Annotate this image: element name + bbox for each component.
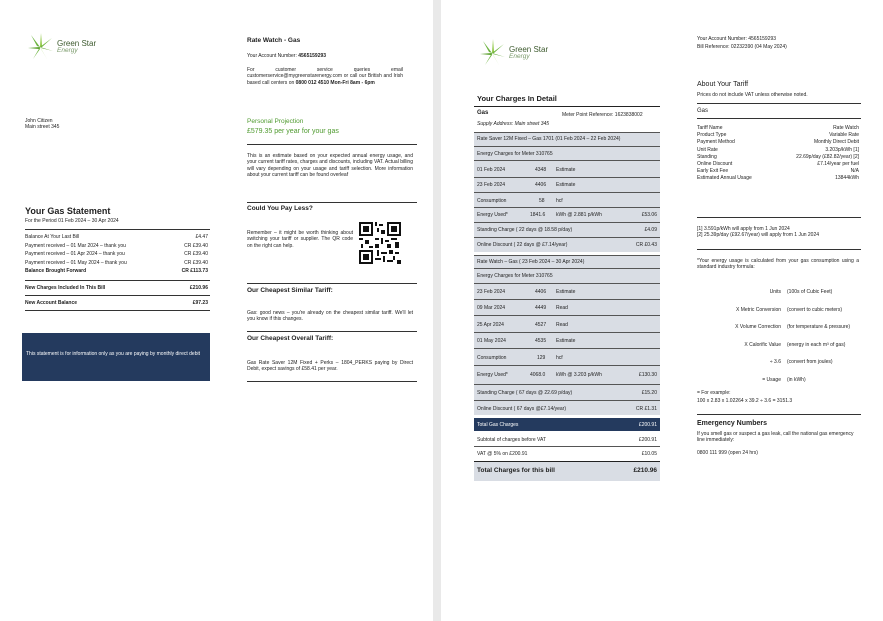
- statement-lines: [25, 234, 208, 277]
- starburst-logo-icon: [25, 32, 55, 62]
- line-label: Payment received – 01 Apr 2024 – thank you: [25, 251, 125, 257]
- tariff-row-label: Tariff Name: [697, 125, 723, 131]
- direct-debit-notice: [22, 333, 210, 381]
- total-gas-amount: £200.91: [638, 422, 657, 428]
- cheapest-overall-title: Our Cheapest Overall Tariff:: [247, 335, 334, 342]
- statement-line: [25, 260, 208, 269]
- tariff-row-value: N/A: [850, 168, 859, 175]
- divider: [474, 446, 660, 447]
- tariff1-name: Rate Saver 12M Fixed – Gas 1701 (01 Feb 2024 – 22 Feb 2024): [477, 136, 621, 142]
- standing-charge-label: Standing Charge ( 22 days @ 18.58 p/day): [477, 227, 573, 233]
- standing-charge-amount: £15.20: [641, 390, 657, 396]
- formula-term: Units: [769, 289, 781, 295]
- formula-row: [697, 342, 859, 360]
- line-label: Payment received – 01 May 2024 – thank you: [25, 259, 127, 266]
- tariff-row: [697, 154, 859, 161]
- divider: [247, 202, 417, 203]
- consumption-value: 58: [539, 198, 545, 204]
- tariff-row: [697, 139, 859, 146]
- tariff-row-label: Unit Rate: [697, 146, 718, 153]
- formula-term: ÷ 3.6: [769, 359, 781, 365]
- divider: [247, 381, 417, 382]
- reading-value: 4406: [535, 182, 547, 188]
- tariff-row-label: Online Discount: [697, 160, 733, 167]
- reading-value: 4535: [535, 338, 547, 344]
- tariff2-meter-header: Energy Charges for Meter 310765: [477, 273, 553, 279]
- standing-charge-label: Standing Charge ( 67 days @ 22.69 p/day): [477, 390, 573, 396]
- formula-desc: (for temperature & pressure): [787, 324, 851, 330]
- divider: [25, 310, 210, 311]
- energy-used-label: Energy Used*: [477, 212, 508, 218]
- new-charges-label: New Charges Included In This Bill: [25, 285, 106, 291]
- brand-name-line2: Energy: [57, 46, 78, 54]
- divider: [697, 249, 861, 250]
- online-discount-amount: CR £1.31: [635, 406, 657, 412]
- reading-date: 01 May 2024: [477, 338, 506, 344]
- line-value: CR £39.40: [184, 251, 208, 257]
- reading-value: 4406: [535, 289, 547, 295]
- statement-page-1: [0, 0, 433, 621]
- consumption-unit: hcf: [556, 198, 563, 204]
- gas-label: Gas: [477, 110, 489, 116]
- example-calculation: 100 x 2.83 x 1.02264 x 39.2 ÷ 3.6 = 3151.3: [697, 398, 793, 404]
- reading-value: 4449: [535, 305, 547, 311]
- divider: [474, 332, 660, 333]
- tariff-row-value: Variable Rate: [829, 132, 859, 139]
- consumption-label: Consumption: [477, 355, 507, 361]
- total-bill-label: Total Charges for this bill: [477, 467, 555, 474]
- reading-value: 4527: [535, 322, 547, 328]
- tariff-row: [697, 161, 859, 168]
- charges-title: Your Charges In Detail: [477, 94, 557, 103]
- tariff-details: [697, 125, 859, 183]
- reading-type: Read: [556, 305, 568, 311]
- energy-used-amount: £130.30: [638, 372, 657, 378]
- account-number-label: Your Account Number:: [247, 53, 297, 59]
- brand-name: [57, 40, 96, 55]
- divider: [25, 280, 210, 281]
- formula-intro: *Your energy usage is calculated from your gas consumption using a standard industry formula:: [697, 258, 859, 271]
- consumption-value: 129: [537, 355, 546, 361]
- formula-term: = Usage: [762, 376, 781, 383]
- rate-watch-title: Rate Watch - Gas: [247, 37, 301, 44]
- energy-used-amount: £53.06: [641, 212, 657, 218]
- divider: [474, 315, 660, 316]
- divider: [474, 222, 660, 223]
- tariff-row: [697, 132, 859, 139]
- formula-term: X Volume Correction: [735, 324, 781, 330]
- emergency-title: Emergency Numbers: [697, 420, 768, 427]
- tariff-row-label: Payment Method: [697, 139, 735, 146]
- about-tariff-subtitle: Prices do not include VAT unless otherwise noted.: [697, 92, 808, 98]
- statement-line: [25, 243, 208, 252]
- divider: [697, 414, 861, 415]
- total-bill-amount: £210.96: [633, 467, 657, 474]
- projection-amount: £579.35 per year for your gas: [247, 128, 339, 135]
- account-number: 4565159293: [298, 53, 327, 59]
- account-number-line: Your Account Number: 4565159293: [697, 36, 777, 42]
- pay-less-text: Remember – it might be worth thinking about switching your tariff or supplier. The QR code on the right can help.: [247, 230, 353, 249]
- account-number-line: [247, 53, 326, 59]
- customer-name: John Citizen: [25, 118, 53, 124]
- line-value: £4.47: [195, 234, 208, 240]
- formula-desc: (convert from joules): [787, 359, 833, 365]
- statement-period: For the Period 01 Feb 2024 – 30 Apr 2024: [25, 218, 119, 224]
- formula-row: [697, 324, 859, 342]
- divider: [474, 106, 660, 107]
- cheapest-similar-title: Our Cheapest Similar Tariff:: [247, 287, 333, 294]
- energy-used-rate: kWh @ 2.881 p/kWh: [556, 212, 602, 218]
- online-discount-amount: CR £0.43: [635, 242, 657, 248]
- reading-date: 09 Mar 2024: [477, 305, 506, 311]
- standing-charge-amount: £4.09: [644, 227, 657, 233]
- new-charges-value: £210.96: [189, 285, 208, 291]
- formula-term: X Metric Conversion: [735, 306, 781, 313]
- line-value: CR £113.73: [181, 268, 208, 274]
- line-label: Payment received – 01 Mar 2024 – thank you: [25, 242, 126, 249]
- tariff1-meter-header: Energy Charges for Meter 310765: [477, 151, 553, 157]
- contact-hours: Mon-Fri 8am - 6pm: [330, 79, 375, 86]
- price-note-1: [1] 3.591p/kWh will apply from 1 Jun 2024: [697, 226, 790, 232]
- divider: [25, 295, 210, 296]
- divider: [697, 118, 861, 119]
- tariff-row-value: 13844kWh: [835, 175, 859, 182]
- total-gas-label: Total Gas Charges: [477, 422, 519, 428]
- formula-desc: (in kWh): [787, 376, 806, 383]
- tariff-row: [697, 175, 859, 182]
- tariff2-name: Rate Watch – Gas ( 23 Feb 2024 – 30 Apr 2024): [477, 259, 585, 265]
- meter-point-reference: Meter Point Reference: 1623838002: [562, 112, 643, 118]
- about-tariff-title: About Your Tariff: [697, 81, 749, 88]
- tariff-row: [697, 125, 859, 132]
- reading-type: Estimate: [556, 289, 576, 295]
- reading-type: Read: [556, 322, 568, 328]
- energy-used-value: 4068.0: [530, 372, 546, 378]
- customer-address-block: [25, 118, 59, 131]
- tariff-row-value: £7.14/year per fuel: [817, 160, 859, 167]
- divider: [247, 331, 417, 332]
- tariff-row-value: Rate Watch: [833, 125, 859, 131]
- reading-date: 23 Feb 2024: [477, 182, 506, 188]
- new-balance-value: £97.23: [192, 300, 208, 306]
- pay-less-title: Could You Pay Less?: [247, 205, 313, 212]
- new-balance-label: New Account Balance: [25, 300, 78, 306]
- example-label: = For example:: [697, 390, 731, 396]
- notice-text: This statement is for information only as you are paying by monthly direct debit: [26, 351, 200, 357]
- vat-label: VAT @ 5% on £200.91: [477, 451, 528, 457]
- projection-title: Personal Projection: [247, 118, 304, 125]
- divider: [474, 283, 660, 284]
- emergency-text: If you smell gas or suspect a gas leak, call the national gas emergency line immediately:: [697, 431, 854, 444]
- tariff-row-label: Product Type: [697, 132, 727, 139]
- brand-name-line1: Green Star: [509, 44, 549, 54]
- divider: [474, 177, 660, 178]
- reading-date: 01 Feb 2024: [477, 167, 506, 173]
- divider: [474, 384, 660, 385]
- divider: [474, 207, 660, 208]
- divider: [697, 217, 861, 218]
- divider: [474, 237, 660, 238]
- usage-formula: [697, 289, 859, 394]
- formula-desc: (convert to cubic meters): [787, 306, 843, 313]
- online-discount-label: Online Discount ( 22 days @ £7.14/year): [477, 242, 568, 248]
- reading-value: 4348: [535, 167, 547, 173]
- statement-title: Your Gas Statement: [25, 206, 111, 216]
- subtotal-label: Subtotal of charges before VAT: [477, 437, 547, 443]
- formula-desc: (energy in each m³ of gas): [787, 341, 846, 348]
- consumption-label: Consumption: [477, 198, 507, 204]
- statement-line-balance: [25, 268, 208, 277]
- tariff-row-label: Early Exit Fee: [697, 168, 729, 175]
- tariff-gas-label: Gas: [697, 108, 709, 114]
- divider: [247, 283, 417, 284]
- energy-used-label: Energy Used*: [477, 372, 508, 378]
- new-charges-row: [25, 285, 208, 291]
- tariff-row-value: Monthly Direct Debit: [813, 139, 859, 146]
- energy-used-value: 1841.6: [530, 212, 546, 218]
- line-label: Balance Brought Forward: [25, 268, 87, 274]
- divider: [474, 146, 660, 147]
- tariff-row-label: Standing: [697, 153, 717, 160]
- brand-logo: [25, 32, 96, 62]
- energy-used-rate: kWh @ 3.203 p/kWh: [556, 372, 602, 378]
- divider: [474, 400, 660, 401]
- divider: [474, 132, 660, 133]
- tariff-row-label: Estimated Annual Usage: [697, 175, 752, 182]
- statement-line: [25, 251, 208, 260]
- divider: [474, 255, 660, 256]
- customer-address: Main street 345: [25, 124, 60, 131]
- tariff-row: [697, 168, 859, 175]
- divider: [474, 160, 660, 161]
- divider: [474, 365, 660, 366]
- brand-name-line2: Energy: [509, 52, 530, 60]
- price-notes: [697, 226, 859, 239]
- projection-text: This is an estimate based on your expected annual energy usage, and your current tariff rates, charges and discounts, including VAT. Actual billing will vary depending on your usage and tariff selection. More information about your current tariff can be found overleaf: [247, 153, 413, 178]
- divider: [247, 144, 417, 145]
- divider: [474, 268, 660, 269]
- contact-info: [247, 67, 403, 86]
- bill-reference: Bill Reference: 02232390 (04 May 2024): [697, 44, 787, 50]
- brand-name: [509, 46, 548, 61]
- new-balance-row: [25, 300, 208, 306]
- divider: [25, 229, 210, 230]
- price-note-2: [2] 25.39p/day (£92.67/year) will apply from 1 Jun 2024: [697, 232, 820, 239]
- line-label: Balance At Your Last Bill: [25, 234, 80, 240]
- reading-type: Estimate: [556, 167, 576, 173]
- divider: [474, 348, 660, 349]
- formula-desc: (100s of Cubic Feet): [787, 289, 833, 295]
- reading-date: 23 Feb 2024: [477, 289, 506, 295]
- formula-row: [697, 289, 859, 307]
- statement-line: [25, 234, 208, 243]
- formula-row: [697, 307, 859, 325]
- divider: [474, 461, 660, 462]
- cheapest-overall-text: Gas Rate Saver 12M Fixed + Perks – 1804_PERKS paying by Direct Debit, expect savings of £58.41 per year.: [247, 360, 413, 373]
- reading-date: 25 Apr 2024: [477, 322, 504, 328]
- supply-address: Supply Address: Main street 345: [477, 121, 550, 127]
- formula-term: X Calorific Value: [744, 341, 781, 348]
- line-value: CR £39.40: [184, 259, 208, 266]
- contact-phone: 0800 012 4510: [295, 79, 330, 86]
- reading-type: Estimate: [556, 182, 576, 188]
- subtotal-amount: £200.91: [638, 437, 657, 443]
- line-value: CR £39.40: [184, 242, 208, 249]
- reading-type: Estimate: [556, 338, 576, 344]
- contact-text: For customer service queries email customerservice@mygreenstarenergy.com or call our British and Irish based call centers on: [247, 67, 403, 86]
- vat-amount: £10.05: [641, 451, 657, 457]
- cheapest-similar-text: Gas: good news – you're already on the cheapest similar tariff. We'll let you know if this changes.: [247, 310, 413, 323]
- tariff-row: [697, 147, 859, 154]
- tariff-row-value: 22.69p/day (£82.82/year) [2]: [796, 153, 859, 160]
- qr-code-icon[interactable]: [359, 222, 401, 264]
- starburst-logo-icon: [477, 38, 507, 68]
- formula-row: [697, 359, 859, 377]
- statement-page-2: [441, 0, 883, 621]
- divider: [474, 299, 660, 300]
- brand-name-line1: Green Star: [57, 38, 97, 48]
- divider: [697, 103, 861, 104]
- brand-logo: [477, 38, 548, 68]
- tariff-row-value: 3.203p/kWh [1]: [825, 146, 859, 153]
- emergency-phone: 0800 111 999 (open 24 hrs): [697, 450, 758, 456]
- consumption-unit: hcf: [556, 355, 563, 361]
- online-discount-label: Online Discount ( 67 days @£7.14/year): [477, 406, 567, 412]
- divider: [474, 192, 660, 193]
